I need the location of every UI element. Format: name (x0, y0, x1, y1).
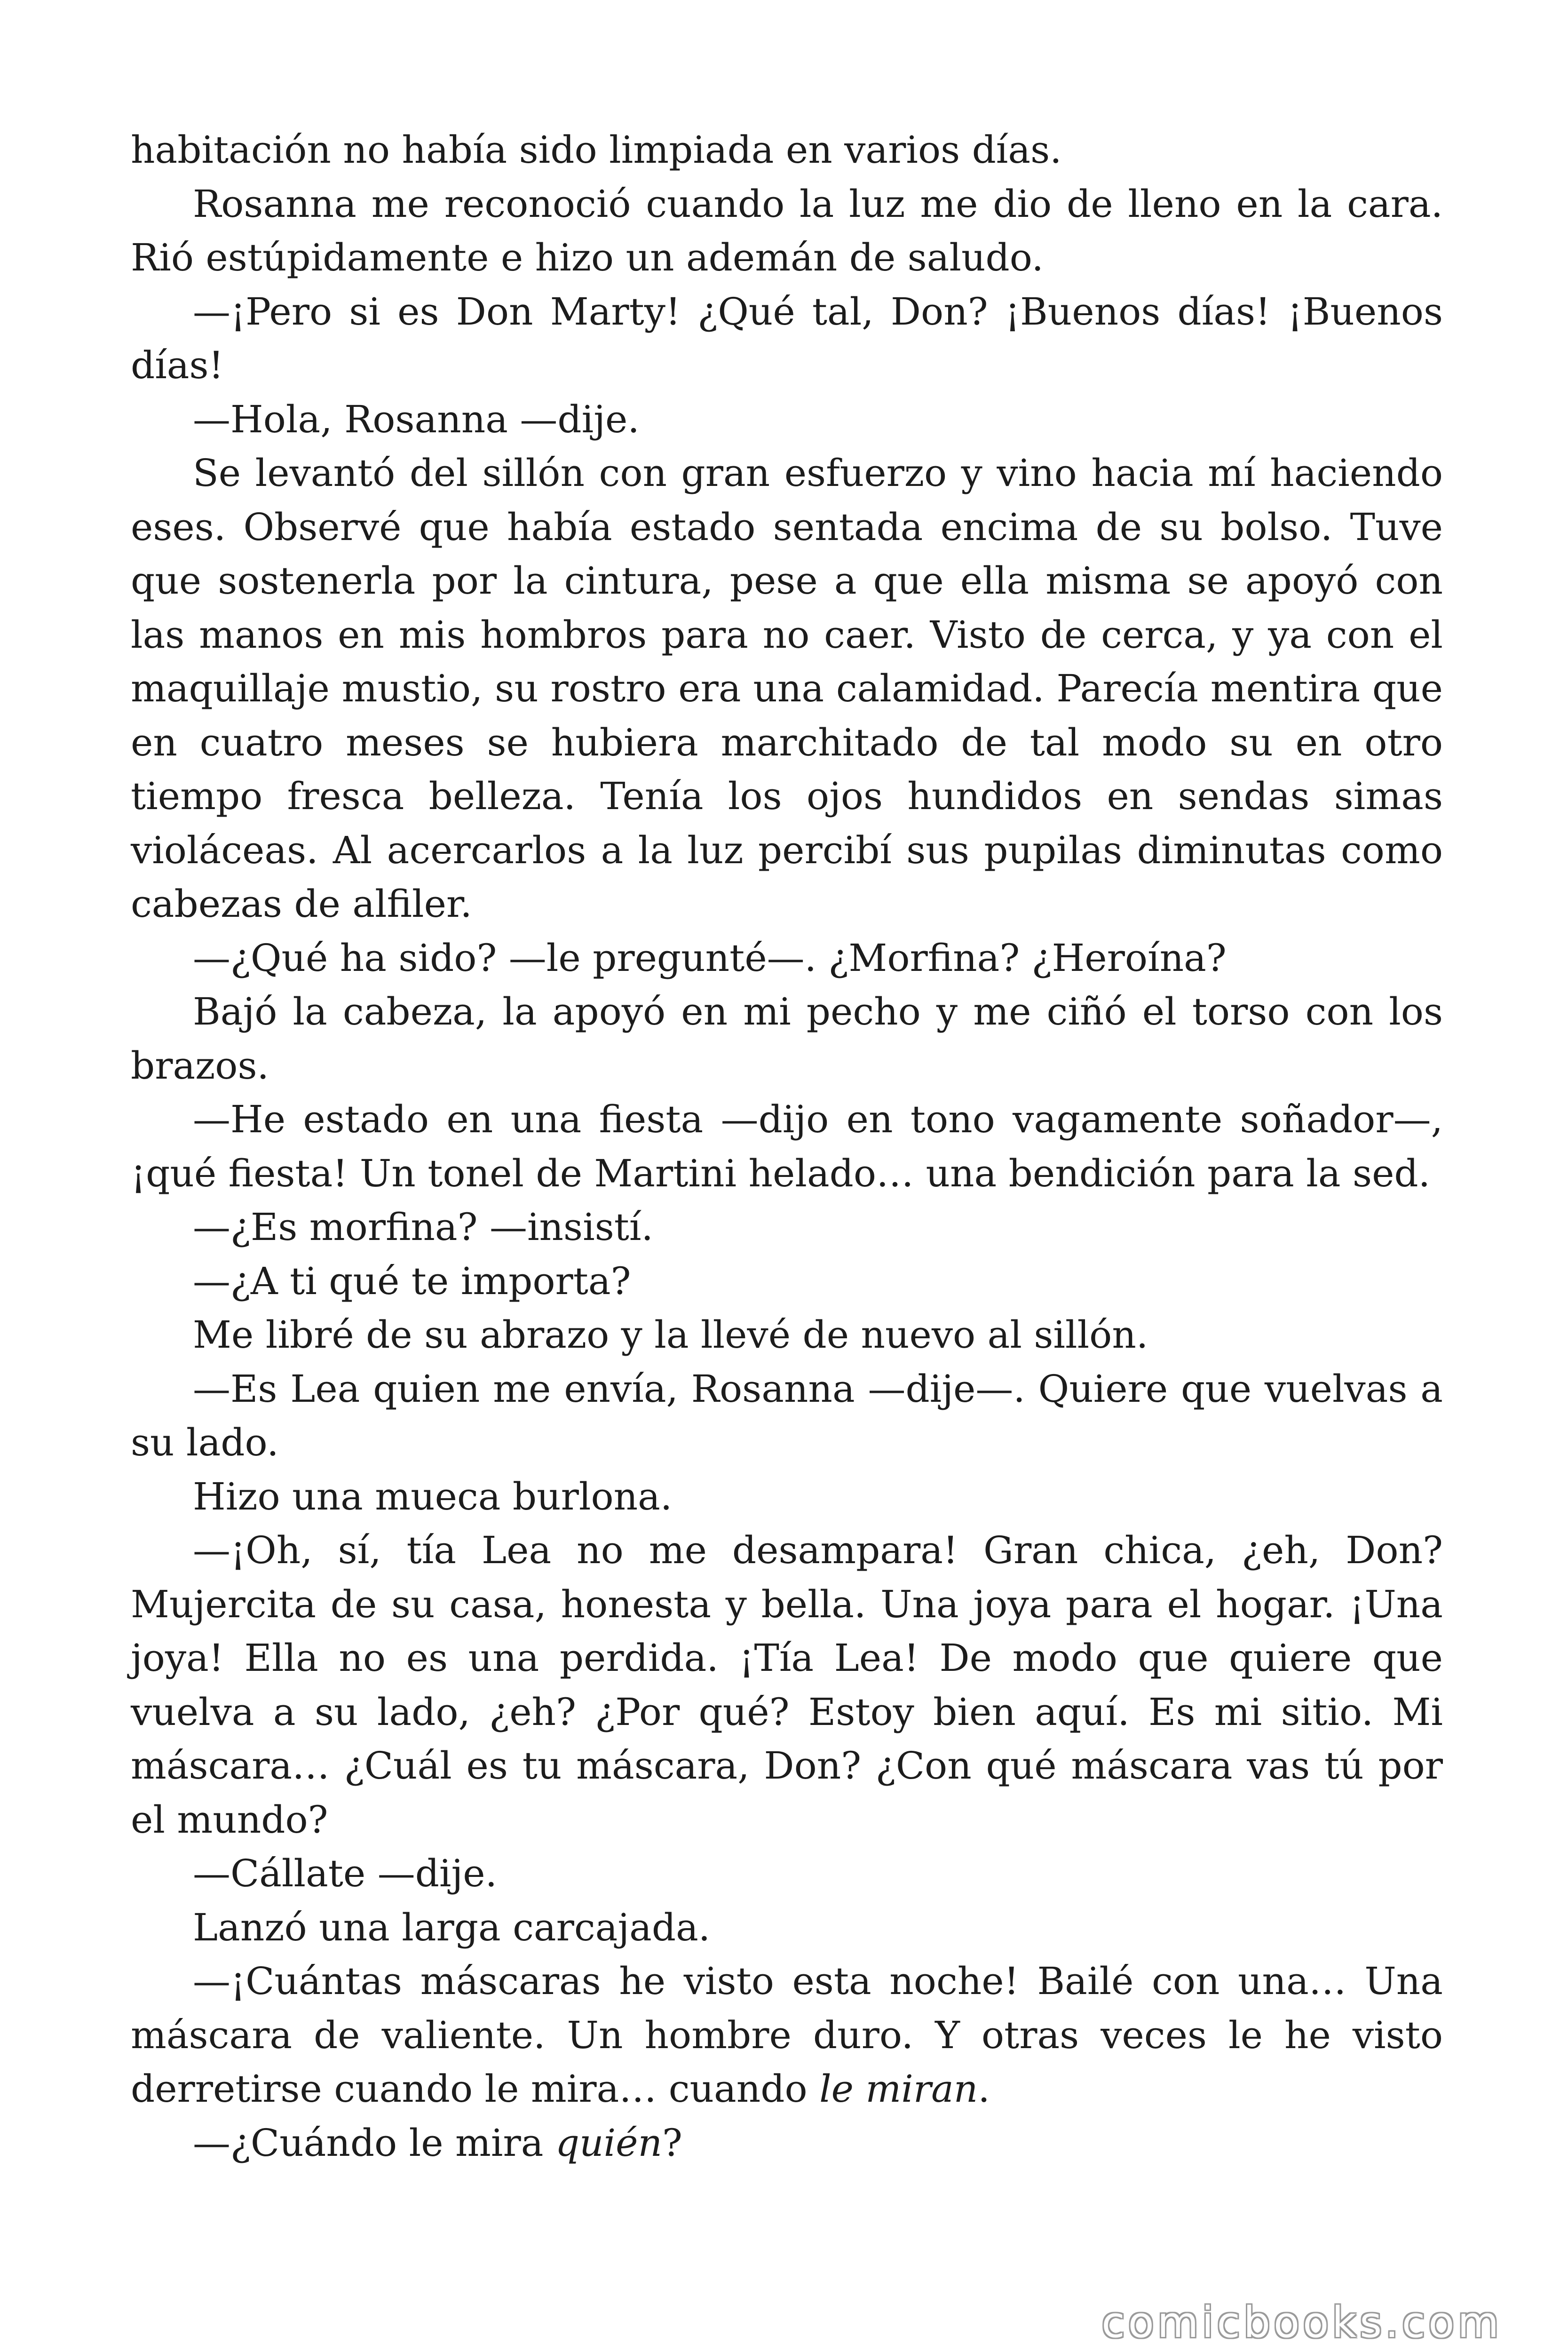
text-run: ? (662, 2121, 682, 2165)
paragraph: —Hola, Rosanna —dije. (193, 397, 640, 441)
paragraph: —Cállate —dije. (193, 1851, 498, 1895)
text-run: —¿Cuándo le mira (193, 2121, 555, 2165)
paragraph: Se levantó del sillón con gran esfuerzo y vino hacia mí haciendo eses. Observé que había estado sentada encima de su bolso. Tuve que sostenerla por la cintura, pese a que ella misma se apoyó con las manos en mis hombros para no caer. Visto de cerca, y ya con el maquillaje mustio, su rostro era una calamidad. Parecía mentira que en cuatro meses se hubiera marchitado de tal modo su en otro tiempo fresca belleza. Tenía los ojos hundidos en sendas simas violáceas. Al acercarlos a la luz percibí sus pupilas diminutas como cabezas de alfiler. (131, 451, 1443, 926)
paragraph: —¿Es morfina? —insistí. (193, 1205, 653, 1249)
paragraph: habitación no había sido limpiada en varios días. (131, 128, 1062, 172)
paragraph (131, 1955, 1443, 2116)
paragraph: —¡Pero si es Don Marty! ¿Qué tal, Don? ¡Buenos días! ¡Buenos días! (131, 289, 1443, 387)
text-run: —¡Cuántas máscaras he visto esta noche! Bailé con una… Una máscara de valiente. Un hombre duro. Y otras veces le he visto derretirse cuando le mira… cuando (131, 1959, 1443, 2111)
paragraph: Hizo una mueca burlona. (193, 1474, 673, 1518)
paragraph: —¡Oh, sí, tía Lea no me desampara! Gran chica, ¿eh, Don? Mujercita de su casa, honesta y bella. Una joya para el hogar. ¡Una joya! Ella no es una perdida. ¡Tía Lea! De modo que quiere que vuelva a su lado, ¿eh? ¿Por qué? Estoy bien aquí. Es mi sitio. Mi máscara… ¿Cuál es tu máscara, Don? ¿Con qué máscara vas tú por el mundo? (131, 1528, 1443, 1842)
italic-text: quién (555, 2121, 663, 2165)
paragraph: Rosanna me reconoció cuando la luz me dio de lleno en la cara. Rió estúpidamente e hizo un ademán de saludo. (131, 182, 1443, 279)
paragraph: —¿A ti qué te importa? (193, 1259, 631, 1303)
italic-text: le miran (819, 2067, 978, 2111)
paragraph: —He estado en una fiesta —dijo en tono vagamente soñador—, ¡qué fiesta! Un tonel de Martini helado… una bendición para la sed. (131, 1097, 1443, 1195)
paragraph: Bajó la cabeza, la apoyó en mi pecho y me ciñó el torso con los brazos. (131, 990, 1443, 1088)
paragraph: —¿Qué ha sido? —le pregunté—. ¿Morfina? ¿Heroína? (193, 936, 1227, 980)
paragraph: Me libré de su abrazo y la llevé de nuevo al sillón. (193, 1313, 1148, 1357)
book-page-text (131, 123, 1443, 2170)
paragraph: Lanzó una larga carcajada. (193, 1905, 711, 1949)
paragraph: —Es Lea quien me envía, Rosanna —dije—. Quiere que vuelvas a su lado. (131, 1367, 1443, 1464)
watermark: comicbooks.com (1101, 2298, 1502, 2347)
text-run: . (978, 2067, 990, 2111)
paragraph (131, 2116, 1443, 2170)
